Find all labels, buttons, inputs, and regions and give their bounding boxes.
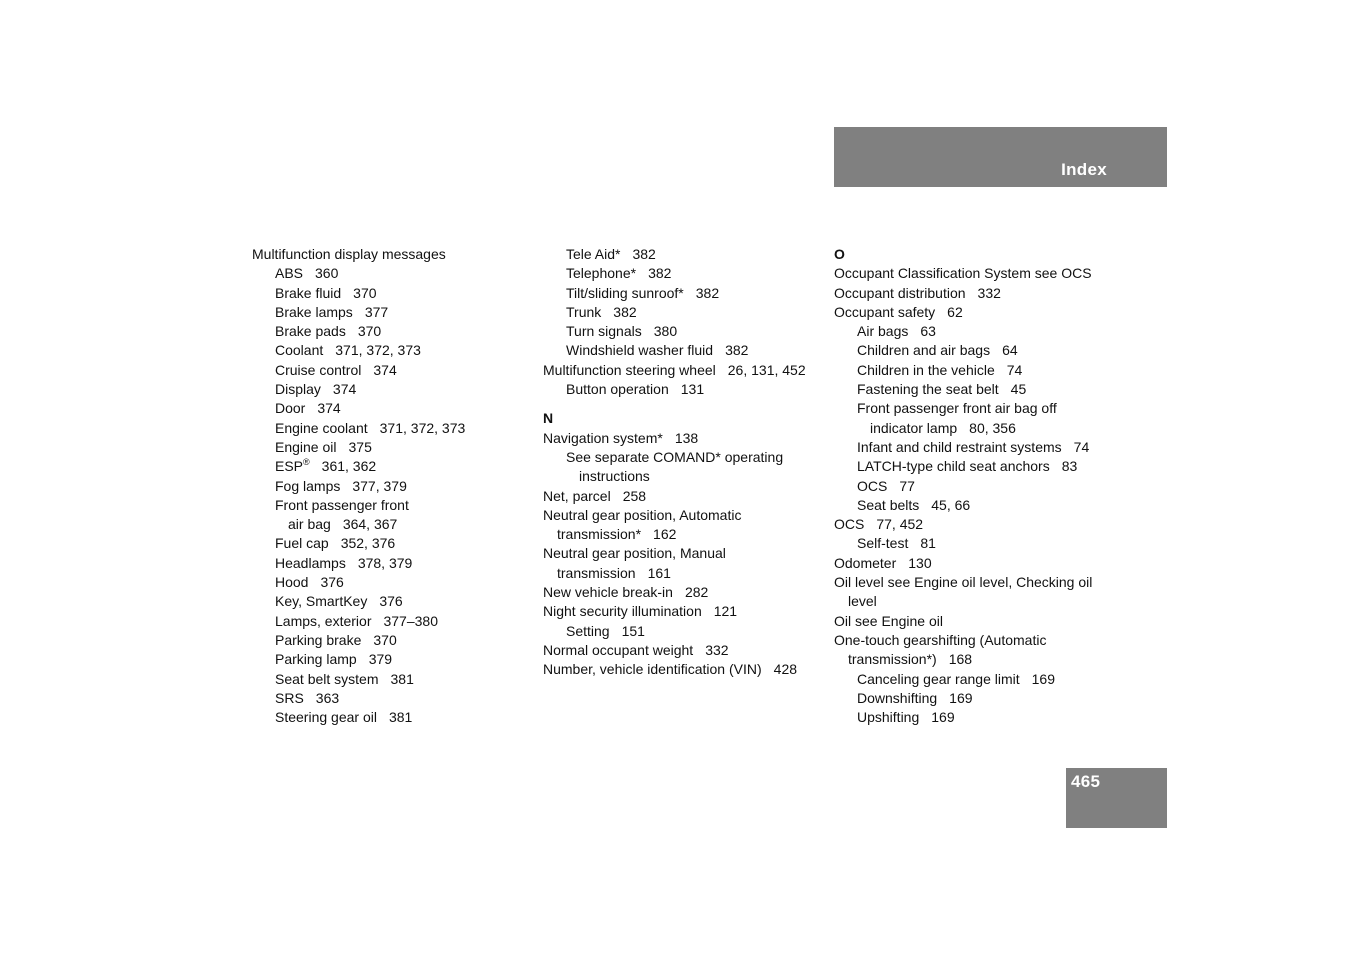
- index-entry: Canceling gear range limit 169: [857, 670, 1055, 687]
- index-entry: Fog lamps 377, 379: [275, 477, 407, 494]
- index-entry: Occupant Classification System see OCS: [834, 265, 1092, 282]
- index-entry: LATCH-type child seat anchors 83: [857, 458, 1078, 475]
- page-number: 465: [1071, 772, 1101, 791]
- index-entry: Tilt/sliding sunroof* 382: [566, 284, 720, 301]
- index-entry: Brake lamps 377: [275, 303, 389, 320]
- index-entry: Cruise control 374: [275, 361, 397, 378]
- index-entry: Turn signals 380: [566, 323, 678, 340]
- index-entry: Key, SmartKey 376: [275, 593, 403, 610]
- index-entry: Headlamps 378, 379: [275, 554, 413, 571]
- index-entry: Neutral gear position, Manual transmission 161: [543, 545, 726, 581]
- index-entry: Steering gear oil 381: [275, 709, 413, 726]
- page-title: Index: [1061, 160, 1107, 179]
- index-entry: SRS 363: [275, 689, 340, 706]
- section-letter: O: [834, 246, 845, 262]
- index-entry: Fuel cap 352, 376: [275, 535, 396, 552]
- index-entry: ESP® 361, 362: [275, 456, 377, 475]
- index-column-2: [543, 245, 828, 680]
- index-entry: Setting 151: [566, 622, 645, 639]
- index-entry: OCS 77, 452: [834, 516, 924, 533]
- index-entry: Navigation system* 138: [543, 429, 699, 446]
- index-entry: Infant and child restraint systems 74: [857, 438, 1090, 455]
- index-entry: Number, vehicle identification (VIN) 428: [543, 661, 798, 678]
- index-entry: See separate COMAND* operating instructions: [566, 448, 784, 485]
- index-entry: Brake fluid 370: [275, 284, 377, 301]
- index-column-3: [834, 245, 1124, 727]
- index-entry: Trunk 382: [566, 303, 637, 320]
- index-entry: Net, parcel 258: [543, 487, 647, 504]
- page-number-box: [1066, 768, 1167, 828]
- index-entry: Telephone* 382: [566, 265, 672, 282]
- index-entry: Normal occupant weight 332: [543, 641, 729, 658]
- index-entry: Seat belt system 381: [275, 670, 414, 687]
- index-entry: Night security illumination 121: [543, 603, 738, 620]
- header-bar: [834, 127, 1167, 187]
- index-entry: Front passenger front: [275, 496, 409, 513]
- index-entry: Engine oil 375: [275, 438, 372, 455]
- index-entry: Tele Aid* 382: [566, 246, 656, 262]
- index-entry: Multifunction display messages: [252, 246, 446, 262]
- index-entry: Air bags 63: [857, 323, 936, 340]
- index-entry: Door 374: [275, 400, 341, 417]
- index-entry: Coolant 371, 372, 373: [275, 342, 421, 359]
- index-entry: Oil level see Engine oil level, Checking oil level: [834, 574, 1093, 610]
- index-entry: Children and air bags 64: [857, 342, 1018, 359]
- index-entry: Engine coolant 371, 372, 373: [275, 419, 466, 436]
- index-entry: Button operation 131: [566, 381, 705, 398]
- index-entry: Oil see Engine oil: [834, 612, 943, 629]
- index-entry: Self-test 81: [857, 535, 936, 552]
- index-entry: ABS 360: [275, 265, 339, 282]
- index-entry: Brake pads 370: [275, 323, 382, 340]
- index-entry: New vehicle break-in 282: [543, 584, 709, 601]
- index-entry: OCS 77: [857, 477, 915, 494]
- index-entry: Occupant safety 62: [834, 303, 963, 320]
- index-entry: Display 374: [275, 381, 357, 398]
- index-entry: Downshifting 169: [857, 689, 973, 706]
- index-entry: Parking brake 370: [275, 631, 397, 648]
- index-entry: Fastening the seat belt 45: [857, 381, 1027, 398]
- index-entry: Odometer 130: [834, 554, 932, 571]
- index-entry: Lamps, exterior 377–380: [275, 612, 438, 629]
- index-entry: Upshifting 169: [857, 709, 955, 726]
- index-entry: Children in the vehicle 74: [857, 361, 1023, 378]
- registered-mark: ®: [303, 456, 310, 467]
- index-entry: Neutral gear position, Automatic transmission* 162: [543, 506, 742, 543]
- index-entry: Multifunction steering wheel 26, 131, 452: [543, 361, 806, 378]
- index-column-1: [252, 245, 537, 727]
- index-entry: One-touch gearshifting (Automatic transmission*) 168: [834, 631, 1047, 668]
- index-entry: Hood 376: [275, 574, 344, 591]
- index-entry: Seat belts 45, 66: [857, 496, 971, 513]
- index-entry: Occupant distribution 332: [834, 284, 1001, 301]
- index-entry: Windshield washer fluid 382: [566, 342, 749, 359]
- index-entry: Parking lamp 379: [275, 651, 393, 668]
- index-entry: Front passenger front air bag off indicator lamp 80, 356: [857, 400, 1057, 436]
- section-letter: N: [543, 410, 554, 427]
- index-entry: air bag 364, 367: [288, 516, 398, 533]
